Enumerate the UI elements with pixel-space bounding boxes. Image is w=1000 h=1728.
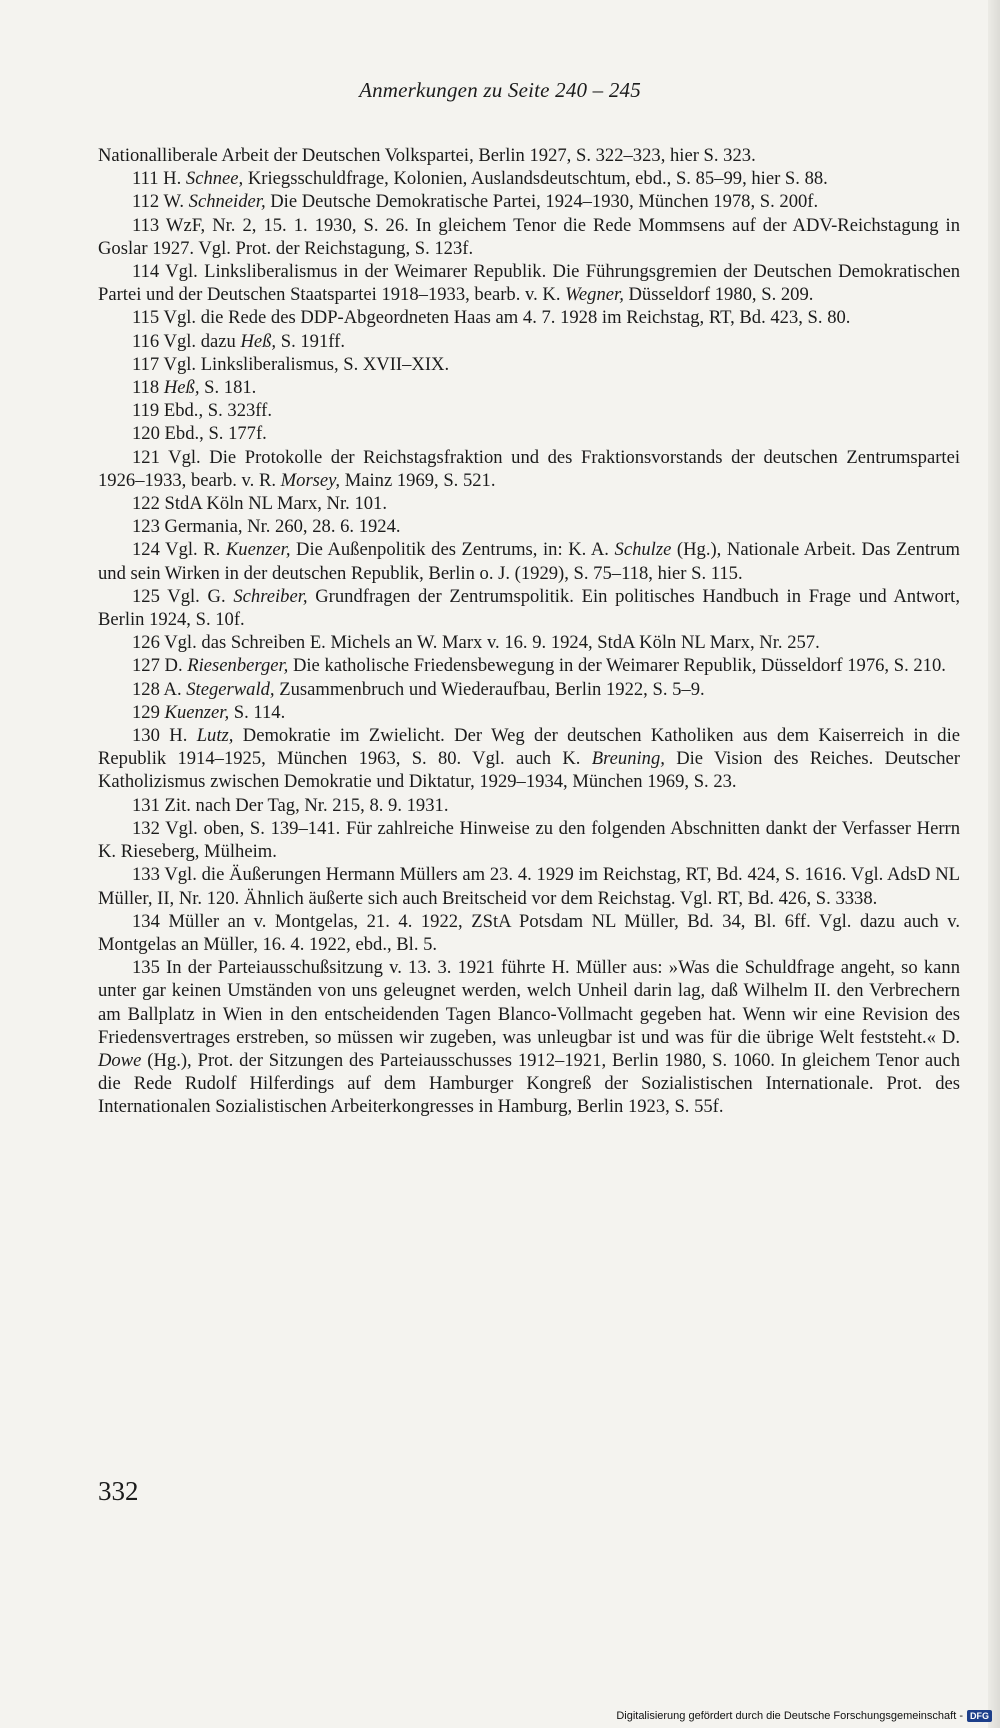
endnote-number: 132: [132, 817, 160, 839]
endnote-author: Schnee,: [185, 168, 244, 190]
endnote-number: 117: [132, 353, 160, 375]
page-edge: [988, 0, 1000, 1728]
endnote-text: Zit. nach Der Tag, Nr. 215, 8. 9. 1931.: [164, 794, 449, 816]
endnote-text: Vgl. Linksliberalismus in der Weimarer Republik. Die Führungsgremien der Deutschen Demokratischen Partei und der Deutschen Staatspartei 1918–1933, bearb. v. K.: [98, 261, 960, 306]
endnote-number: 135: [132, 957, 160, 979]
endnote: [98, 654, 960, 677]
endnote: [98, 260, 960, 306]
endnote: [98, 538, 960, 584]
endnote-author: Schulze: [614, 539, 672, 561]
endnote-number: 121: [132, 446, 160, 468]
endnote: [98, 910, 960, 956]
endnote-text: StdA Köln NL Marx, Nr. 101.: [164, 493, 387, 515]
endnote: [98, 515, 960, 538]
endnote: [98, 956, 960, 1118]
endnote-number: 116: [132, 330, 160, 352]
endnote-text: H.: [163, 168, 186, 190]
endnote-text: Nationalliberale Arbeit der Deutschen Volkspartei, Berlin 1927, S. 322–323, hier S. 323.: [98, 145, 756, 166]
endnote-author: Kuenzer,: [164, 701, 230, 723]
endnote-number: 130: [132, 725, 160, 747]
endnote-number: 122: [132, 493, 160, 515]
endnote-number: 127: [132, 655, 160, 677]
endnote-text: WzF, Nr. 2, 15. 1. 1930, S. 26. In gleichem Tenor die Rede Mommsens auf der ADV-Reichstagung in Goslar 1927. Vgl. Prot. der Reichstagung, S. 123f.: [98, 214, 960, 259]
running-header: Anmerkungen zu Seite 240 – 245: [359, 78, 641, 102]
endnote-number: 112: [132, 191, 160, 213]
endnote-author: Lutz,: [196, 725, 234, 747]
endnote-text: Die Vision des Reiches. Deutscher Katholizismus zwischen Demokratie und Diktatur, 1929–1934, München 1969, S. 23.: [98, 748, 960, 793]
endnote-author: Wegner,: [565, 284, 624, 306]
endnote-number: 126: [132, 632, 160, 654]
endnote-text: Vgl. Linksliberalismus, S. XVII–XIX.: [163, 353, 450, 375]
endnote-text: Vgl. G.: [167, 585, 234, 607]
endnote-number: 119: [132, 400, 160, 422]
endnote-text: In der Parteiausschußsitzung v. 13. 3. 1921 führte H. Müller aus: »Was die Schuldfrage angeht, so kann unter gar keinen Umständen von uns geleugnet werden, welch Unheil darin lag, daß Wilhelm II. den Verbrechern am Ballplatz in Wien in den entscheidenden Tagen Blanco-Vollmacht gegeben hat. Wenn wir eine Revision des Friedensvertrages erstreben, so müssen wir zugeben, was unleugbar ist und was für die übrige Welt feststeht.« D.: [98, 957, 961, 1048]
endnote: [98, 399, 960, 422]
endnote: [98, 353, 960, 376]
endnote: [98, 492, 960, 515]
endnote-text: Demokratie im Zwielicht. Der Weg der deutschen Katholiken aus dem Kaiserreich in die Republik 1914–1925, München 1963, S. 80. Vgl. auch K.: [98, 725, 960, 770]
endnote-number: 120: [132, 423, 160, 445]
endnote: [98, 306, 960, 329]
endnote-number: 118: [132, 377, 160, 399]
endnote-text: Ebd., S. 323ff.: [163, 400, 272, 422]
endnote-text: W.: [163, 191, 189, 213]
endnote-text: (Hg.), Nationale Arbeit. Das Zentrum und sein Wirken in der deutschen Republik, Berlin o. J. (1929), S. 75–118, hier S. 115.: [98, 539, 961, 584]
endnote-author: Heß,: [240, 330, 277, 352]
endnote-author: Kuenzer,: [225, 539, 291, 561]
endnote: [98, 817, 960, 863]
endnote: [98, 701, 960, 724]
endnote-text: Mainz 1969, S. 521.: [340, 469, 496, 491]
endnote: [98, 585, 960, 631]
endnote-author: Morsey,: [280, 469, 341, 491]
digitization-credit: [616, 1710, 992, 1722]
endnote-text: Düsseldorf 1980, S. 209.: [623, 284, 814, 306]
endnote-author: Riesenberger,: [187, 655, 289, 677]
endnote: [98, 214, 960, 260]
endnote-text: Die Außenpolitik des Zentrums, in: K. A.: [290, 539, 615, 561]
endnote-text: D.: [164, 655, 188, 677]
endnote: [98, 724, 960, 794]
endnote-number: 113: [132, 214, 160, 236]
endnote-text: Vgl. die Rede des DDP-Abgeordneten Haas am 4. 7. 1928 im Reichstag, RT, Bd. 423, S. 80.: [163, 307, 851, 329]
endnote-number: 114: [132, 261, 160, 283]
endnote-number: 124: [132, 539, 160, 561]
endnote-text: S. 191ff.: [276, 330, 345, 352]
endnote: [98, 678, 960, 701]
endnote: [98, 330, 960, 353]
endnote-text: Grundfragen der Zentrumspolitik. Ein politisches Handbuch in Frage und Antwort, Berlin 1924, S. 10f.: [98, 585, 960, 631]
endnote-author: Breuning,: [591, 748, 665, 770]
endnote-text: Vgl. R.: [165, 539, 226, 561]
endnote-author: Schreiber,: [233, 585, 308, 607]
endnote: [98, 446, 960, 492]
endnote-text: Vgl. die Äußerungen Hermann Müllers am 23. 4. 1929 im Reichstag, RT, Bd. 424, S. 1616. Vgl. AdsD NL Müller, II, Nr. 120. Ähnlich äußerte sich auch Breitscheid vor dem Reichstag. Vgl. RT, Bd. 426, S. 3338.: [98, 864, 960, 909]
endnote-number: 129: [132, 701, 160, 723]
endnote-author: Stegerwald,: [186, 678, 275, 700]
endnote-author: Schneider,: [188, 191, 266, 213]
endnote-text: Germania, Nr. 260, 28. 6. 1924.: [164, 516, 401, 538]
endnote-text: Vgl. oben, S. 139–141. Für zahlreiche Hinweise zu den folgenden Abschnitten dankt der Verfasser Herrn K. Rieseberg, Mülheim.: [98, 817, 960, 863]
endnote-text: Ebd., S. 177f.: [164, 423, 267, 445]
endnote-number: 123: [132, 516, 160, 538]
endnote-text: S. 181.: [199, 377, 257, 399]
endnote-author: Dowe: [98, 1049, 142, 1071]
endnote-number: 128: [132, 678, 160, 700]
endnote-number: 115: [132, 307, 160, 329]
endnote-number: 134: [132, 910, 160, 932]
endnote: [98, 167, 960, 190]
endnote-number: 125: [132, 585, 160, 607]
endnote-text: Vgl. dazu: [163, 330, 241, 352]
page-number: 332: [98, 1476, 139, 1506]
endnote-text: Kriegsschuldfrage, Kolonien, Auslandsdeutschtum, ebd., S. 85–99, hier S. 88.: [243, 168, 828, 190]
endnote-text: Zusammenbruch und Wiederaufbau, Berlin 1922, S. 5–9.: [274, 678, 705, 700]
endnote-number: 133: [132, 864, 160, 886]
endnote: [98, 631, 960, 654]
endnotes-list: [98, 144, 960, 1119]
endnote-number: 111: [132, 168, 159, 190]
dfg-logo: DFG: [967, 1710, 992, 1722]
endnote-text: H.: [169, 725, 197, 747]
endnote-text: A.: [163, 678, 187, 700]
endnote-text: S. 114.: [229, 701, 286, 723]
endnote-author: Heß,: [163, 377, 200, 399]
endnote: [98, 422, 960, 445]
endnote: [98, 190, 960, 213]
endnote-text: Vgl. Die Protokolle der Reichstagsfraktion und des Fraktionsvorstands der deutschen Zentrumspartei 1926–1933, bearb. v. R.: [98, 446, 960, 491]
endnote: [98, 144, 960, 167]
endnote: [98, 794, 960, 817]
credit-text: Digitalisierung gefördert durch die Deutsche Forschungsgemeinschaft -: [616, 1710, 963, 1722]
endnote: [98, 863, 960, 909]
endnote-text: Müller an v. Montgelas, 21. 4. 1922, ZStA Potsdam NL Müller, Bd. 34, Bl. 6ff. Vgl. dazu auch v. Montgelas an Müller, 16. 4. 1922, ebd., Bl. 5.: [98, 910, 960, 955]
endnote-text: Die katholische Friedensbewegung in der Weimarer Republik, Düsseldorf 1976, S. 210.: [288, 655, 946, 677]
endnote-text: Vgl. das Schreiben E. Michels an W. Marx v. 16. 9. 1924, StdA Köln NL Marx, Nr. 257.: [164, 632, 820, 654]
endnote: [98, 376, 960, 399]
endnote-number: 131: [132, 794, 160, 816]
endnote-text: Die Deutsche Demokratische Partei, 1924–1930, München 1978, S. 200f.: [265, 191, 819, 213]
endnote-text: (Hg.), Prot. der Sitzungen des Parteiausschusses 1912–1921, Berlin 1980, S. 1060. In gleichem Tenor auch die Rede Rudolf Hilferdings auf dem Hamburger Kongreß der Sozialistischen Internationale. Prot. des Internationalen Sozialistischen Arbeiterkongresses in Hamburg, Berlin 1923, S. 55f.: [98, 1049, 960, 1118]
